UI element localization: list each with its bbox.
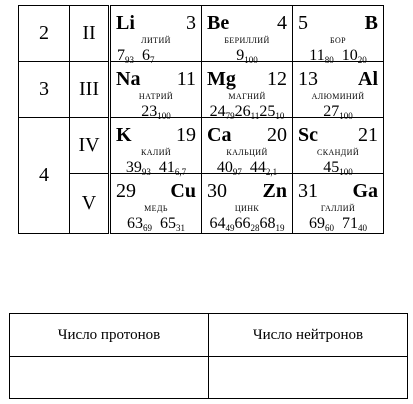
element-name: МАГНИЙ [228,92,266,101]
periodic-table-fragment [18,5,384,234]
element-cell-li [110,6,202,65]
element-cell-be [202,6,293,65]
isotopes: $7_{93}$ $6_7$ [117,47,155,65]
isotopes: $11_{80}$ $10_{20}$ [309,47,367,65]
element-cell-zn [202,174,293,234]
element-name: НАТРИЙ [138,92,174,101]
element-cell-ga [293,174,384,234]
element-name: СКАНДИЙ [316,148,360,157]
isotopes: $64_{49}66_{28}68_{19}$ [209,215,285,233]
row-cell: V [70,174,110,234]
element-cell-ca [202,118,293,177]
atomic-number: 12 [267,68,287,90]
element-cell-b [293,6,384,65]
element-cell-cu [110,174,202,234]
element-name: БЕРИЛЛИЙ [224,36,270,45]
atomic-number: 5 [298,12,308,34]
element-symbol: Mg [207,68,236,90]
element-name: МЕДЬ [144,204,168,213]
element-name: ЦИНК [234,204,260,213]
isotopes: $27_{100}$ [323,103,353,121]
period-cell: 3 [19,62,70,118]
isotopes: $45_{100}$ [323,159,353,177]
element-symbol: Ga [352,180,378,202]
element-name: АЛЮМИНИЙ [311,92,365,101]
element-cell-sc [293,118,384,177]
neutrons-header: Число нейтронов [209,314,408,357]
atomic-number: 29 [116,180,136,202]
atomic-number: 4 [277,12,287,34]
element-symbol: Al [358,68,378,90]
isotopes: $69_{60}$ $71_{40}$ [309,215,367,233]
element-name: КАЛИЙ [140,148,172,157]
element-name: ГАЛЛИЙ [320,204,356,213]
element-symbol: K [116,124,132,146]
atomic-number: 21 [358,124,378,146]
neutrons-answer-cell[interactable] [209,357,408,399]
row-cell: III [70,62,110,118]
isotopes: $39_{93}$ $41_{6,7}$ [125,159,187,177]
row-cell: II [70,6,110,62]
element-name: ЛИТИЙ [141,36,171,45]
answer-table [9,313,408,399]
atomic-number: 13 [298,68,318,90]
element-symbol: Li [116,12,135,34]
atomic-number: 30 [207,180,227,202]
protons-answer-cell[interactable] [10,357,209,399]
row-cell: IV [70,118,110,174]
element-symbol: B [364,12,378,34]
element-cell-mg [202,62,293,121]
isotopes: $24_{79}26_{11}25_{10}$ [209,103,285,121]
element-symbol: Ca [207,124,232,146]
atomic-number: 20 [267,124,287,146]
atomic-number: 31 [298,180,318,202]
element-name: БОР [330,36,346,45]
element-cell-al [293,62,384,121]
element-name: КАЛЬЦИЙ [226,148,268,157]
element-symbol: Sc [298,124,318,146]
protons-header: Число протонов [10,314,209,357]
isotopes: $63_{69}$ $65_{31}$ [127,215,185,233]
period-cell: 2 [19,6,70,62]
element-cell-na [110,62,202,121]
isotopes: $40_{97}$ $44_{2,1}$ [216,159,278,177]
element-symbol: Zn [262,180,287,202]
element-symbol: Cu [170,180,196,202]
isotopes: $9_{100}$ [236,47,258,65]
period-cell: 4 [19,118,70,234]
element-cell-k [110,118,202,177]
atomic-number: 11 [176,68,196,90]
element-symbol: Be [207,12,230,34]
element-symbol: Na [116,68,141,90]
atomic-number: 19 [176,124,196,146]
isotopes: $23_{100}$ [141,103,171,121]
atomic-number: 3 [186,12,196,34]
